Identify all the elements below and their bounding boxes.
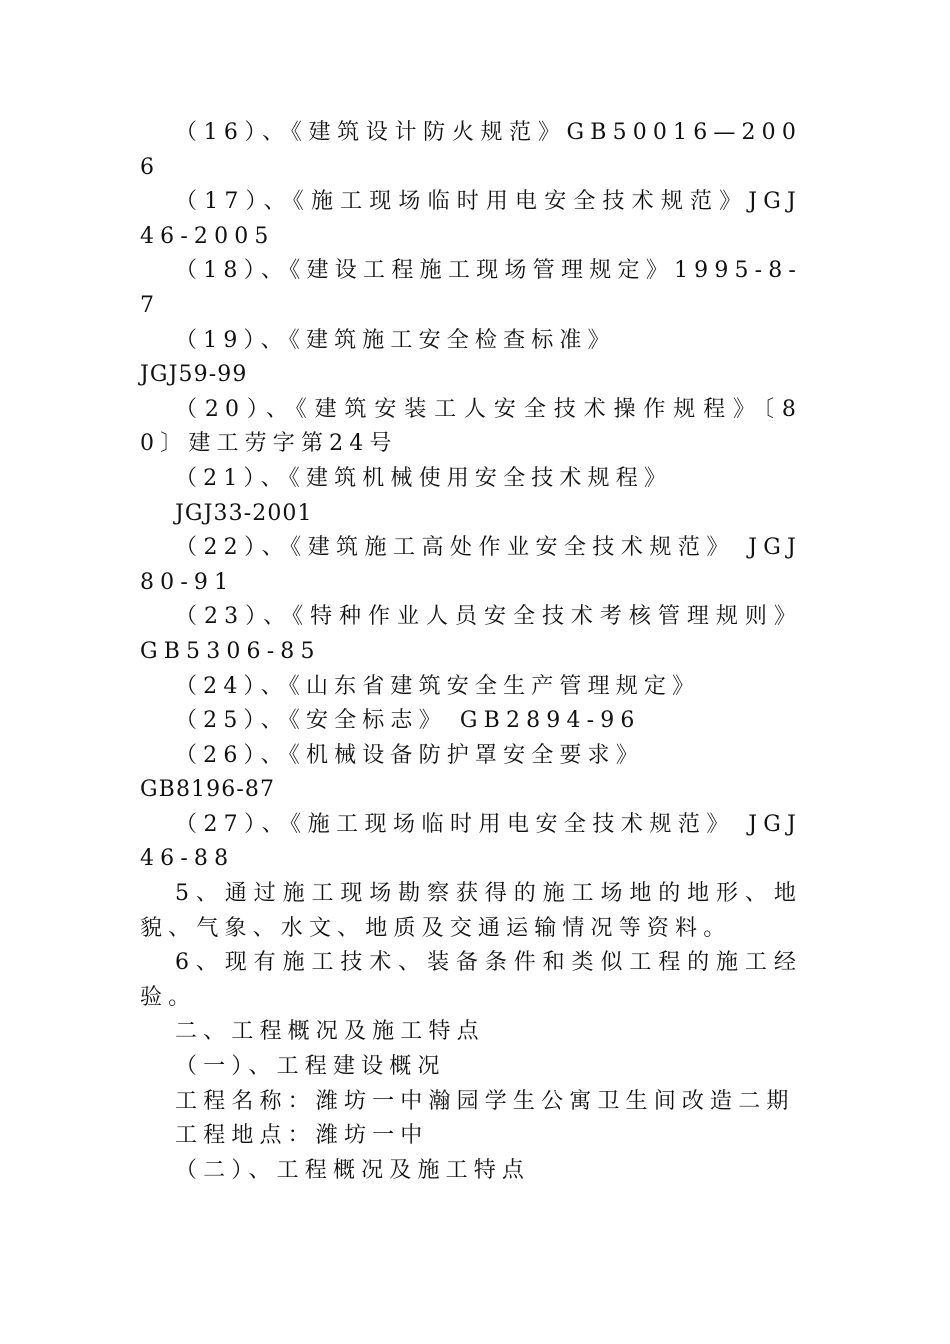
reference-17: （17）、《施工现场临时用电安全技术规范》JGJ46-2005 (140, 189, 802, 249)
subsection-heading-2: （二）、工程概况及施工特点 (175, 1157, 531, 1183)
reference-21: （21）、《建筑机械使用安全技术规程》 (175, 465, 673, 491)
reference-25: （25）、《安全标志》 GB2894-96 (175, 708, 641, 734)
project-location-line: 工程地点：潍坊一中 (175, 1123, 429, 1149)
project-name-line: 工程名称：潍坊一中瀚园学生公寓卫生间改造二期 (175, 1088, 795, 1114)
reference-23: （23）、《特种作业人员安全技术考核管理规则》 GB5306-85 (140, 604, 802, 664)
reference-19: （19）、《建筑施工安全检查标准》 (175, 327, 616, 353)
reference-22: （22）、《建筑施工高处作业安全技术规范》 JGJ80-91 (140, 535, 802, 595)
basis-item-6: 6、现有施工技术、装备条件和类似工程的施工经验。 (140, 950, 802, 1010)
basis-item-5: 5、通过施工现场勘察获得的施工场地的地形、地貌、气象、水文、地质及交通运输情况等资料。 (140, 881, 802, 941)
reference-20: （20）、《建筑安装工人安全技术操作规程》〔80〕建工劳字第24号 (140, 396, 802, 457)
reference-21-code: JGJ33-2001 (175, 500, 313, 526)
document-page (140, 116, 802, 1188)
reference-26: （26）、《机械设备防护罩安全要求》 (175, 742, 644, 768)
subsection-heading-1: （一）、工程建设概况 (175, 1054, 446, 1080)
reference-24: （24）、《山东省建筑安全生产管理规定》 (175, 673, 701, 699)
reference-26-code: GB8196-87 (140, 777, 276, 803)
reference-16: （16）、《建筑设计防火规范》GB50016—2006 (140, 120, 802, 180)
reference-19-code: JGJ59-99 (140, 362, 248, 388)
reference-18: （18）、《建设工程施工现场管理规定》1995-8-7 (140, 258, 802, 318)
section-heading-2: 二、工程概况及施工特点 (175, 1019, 485, 1045)
reference-27: （27）、《施工现场临时用电安全技术规范》 JGJ46-88 (140, 811, 802, 872)
